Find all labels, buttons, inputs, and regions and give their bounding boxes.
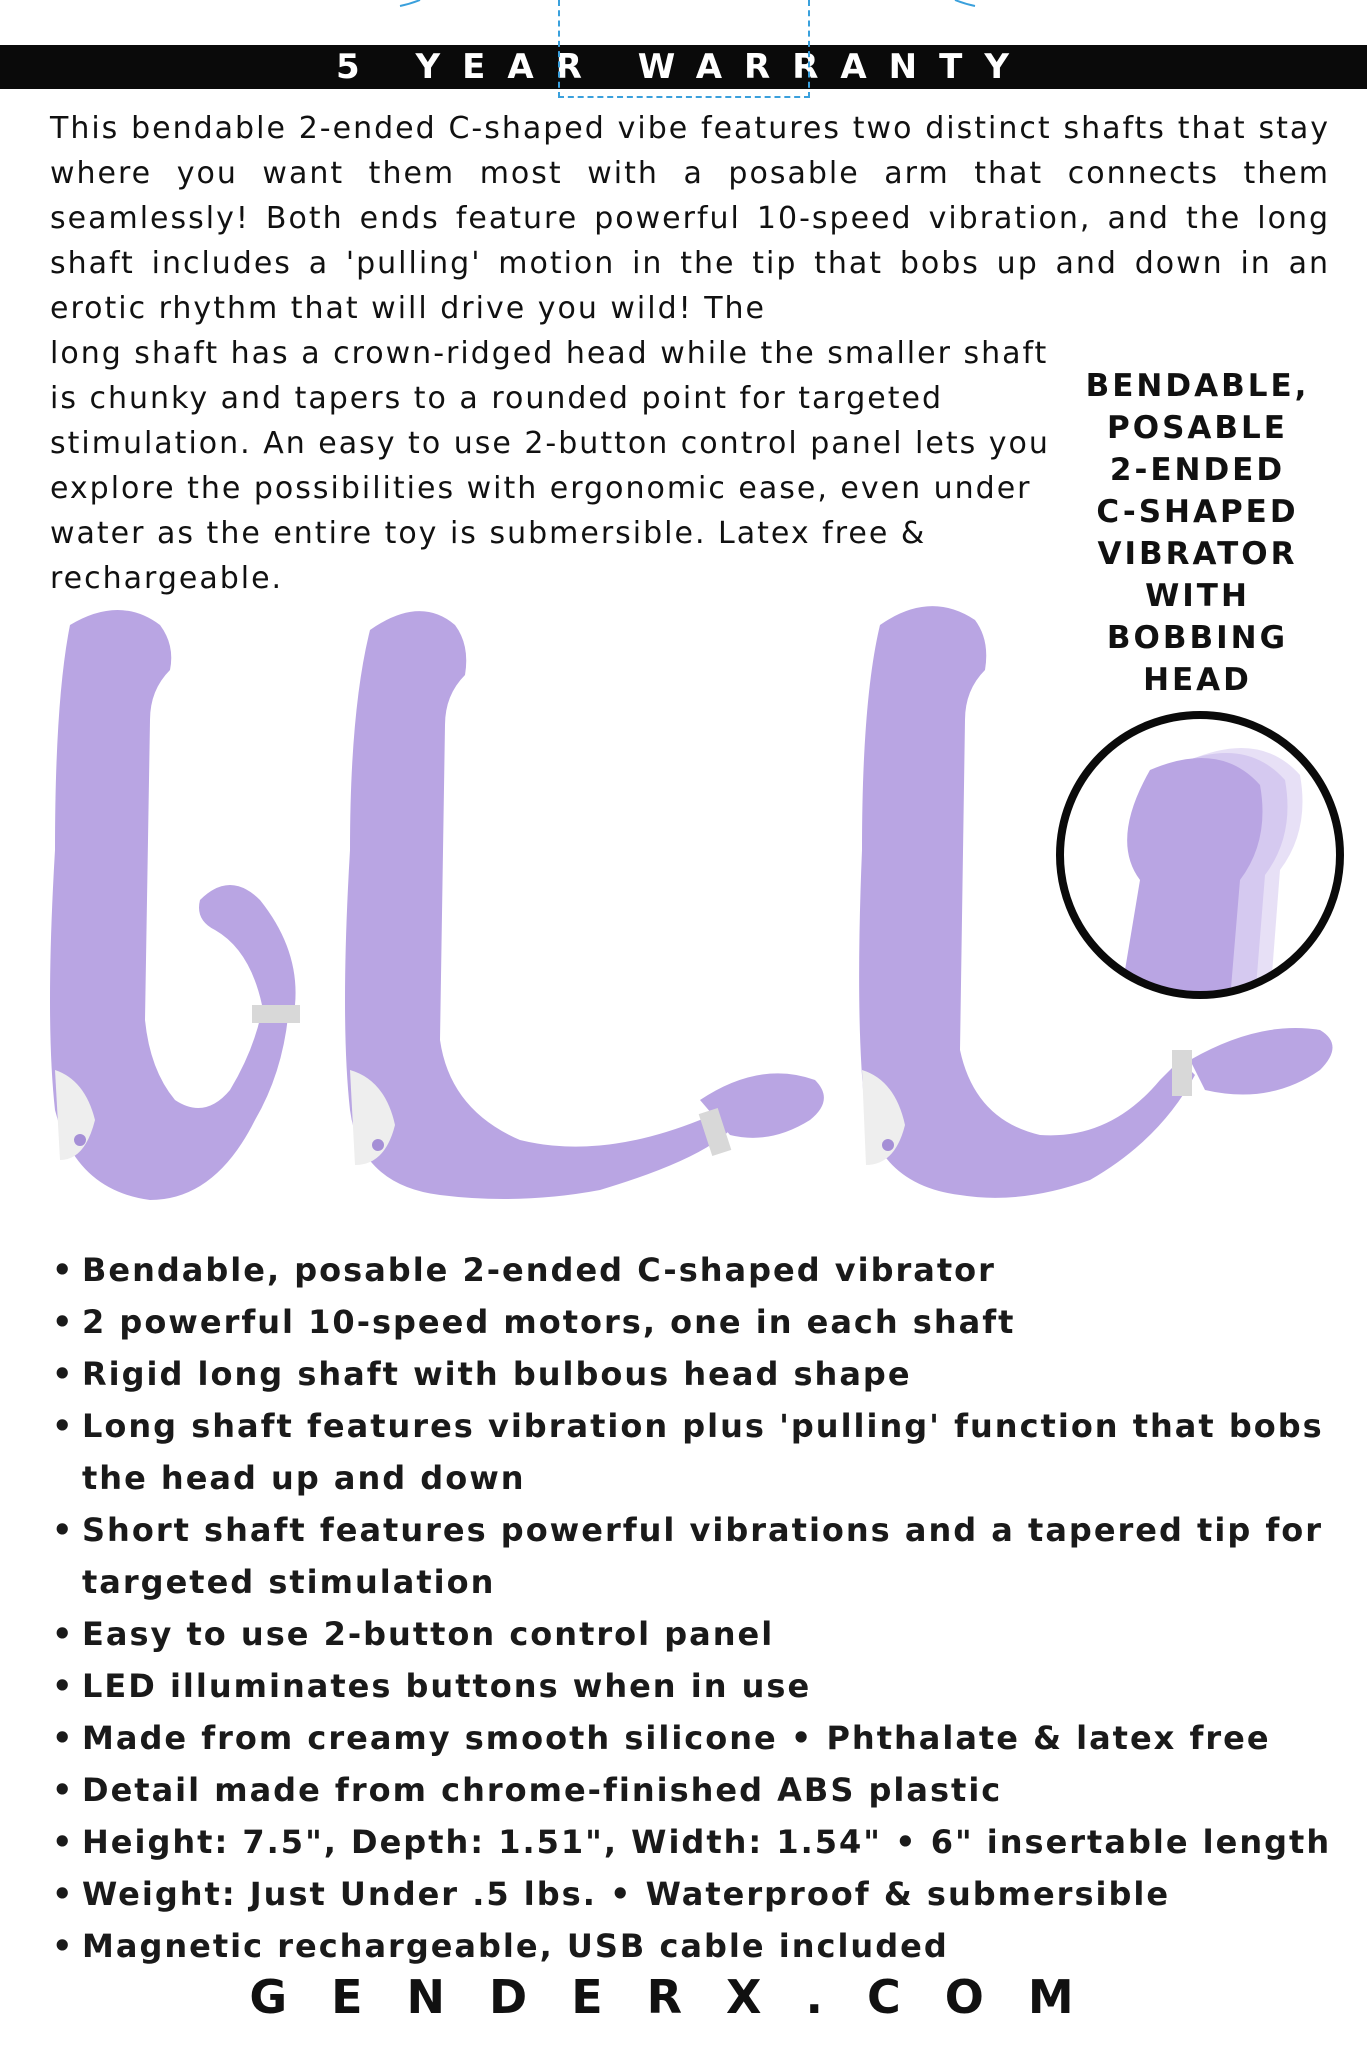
long-shaft-straight — [345, 611, 730, 1199]
crop-mark-right — [955, 0, 975, 6]
crop-mark-left — [400, 0, 420, 6]
feature-item: • Bendable, posable 2-ended C-shaped vibrator — [52, 1244, 1342, 1296]
feature-list — [52, 1244, 1342, 1972]
button-icon — [372, 1139, 384, 1151]
feature-item: • Short shaft features powerful vibrations and a tapered tip for targeted stimulation — [52, 1504, 1342, 1608]
feature-item: • Long shaft features vibration plus 'pulling' function that bobs the head up and down — [52, 1400, 1342, 1504]
button-icon — [74, 1134, 86, 1146]
side-caption-line: 2-ENDED — [1109, 452, 1286, 488]
side-caption-line: C-SHAPED — [1096, 494, 1299, 530]
feature-item: • Magnetic rechargeable, USB cable included — [52, 1920, 1342, 1972]
feature-item: • Weight: Just Under .5 lbs. • Waterproof & submersible — [52, 1868, 1342, 1920]
side-caption-line: BOBBING — [1106, 620, 1289, 656]
button-icon — [882, 1139, 894, 1151]
side-caption-line: WITH — [1145, 578, 1250, 614]
feature-item: • LED illuminates buttons when in use — [52, 1660, 1342, 1712]
side-caption-line: VIBRATOR — [1097, 536, 1298, 572]
chrome-ring — [252, 1005, 300, 1023]
product-view-curled — [50, 610, 300, 1200]
side-caption-line: BENDABLE, — [1085, 368, 1310, 404]
short-shaft-extended — [1190, 1028, 1333, 1095]
product-view-straight — [345, 611, 824, 1199]
feature-item: • Rigid long shaft with bulbous head shape — [52, 1348, 1342, 1400]
feature-item: • Detail made from chrome-finished ABS plastic — [52, 1764, 1342, 1816]
bobbing-head-zoom — [1060, 715, 1340, 1000]
chrome-ring — [1172, 1050, 1192, 1096]
dieline-guide — [558, 0, 810, 98]
side-caption-line: HEAD — [1143, 662, 1252, 698]
warranty-text: 5 YEAR WARRANTY — [336, 47, 1031, 87]
website-footer[interactable]: GENDERX.COM — [249, 1970, 1118, 2024]
feature-item: • Easy to use 2-button control panel — [52, 1608, 1342, 1660]
feature-item: • 2 powerful 10-speed motors, one in each shaft — [52, 1296, 1342, 1348]
description-intro: This bendable 2-ended C-shaped vibe features two distinct shafts that stay where you want them most with a posable arm that connects them seamlessly! Both ends feature powerful 10-speed vibration, and the long shaft includes a 'pulling' motion in the tip that bobs up and down in an erotic rhythm that will drive you wild! The — [50, 111, 1330, 326]
feature-item: • Height: 7.5", Depth: 1.51", Width: 1.54" • 6" insertable length — [52, 1816, 1342, 1868]
side-caption-line: POSABLE — [1107, 410, 1288, 446]
description-rest: long shaft has a crown-ridged head while the smaller shaft is chunky and tapers to a rounded point for targeted stimulation. An easy to use 2-button control panel lets you explore the possibilities with ergonomic ease, even under water as the entire toy is submersible. Latex free & rechargeable. — [50, 336, 1050, 596]
product-images — [0, 600, 1367, 1240]
short-shaft-curled — [199, 885, 296, 1005]
feature-item: • Made from creamy smooth silicone • Phthalate & latex free — [52, 1712, 1342, 1764]
